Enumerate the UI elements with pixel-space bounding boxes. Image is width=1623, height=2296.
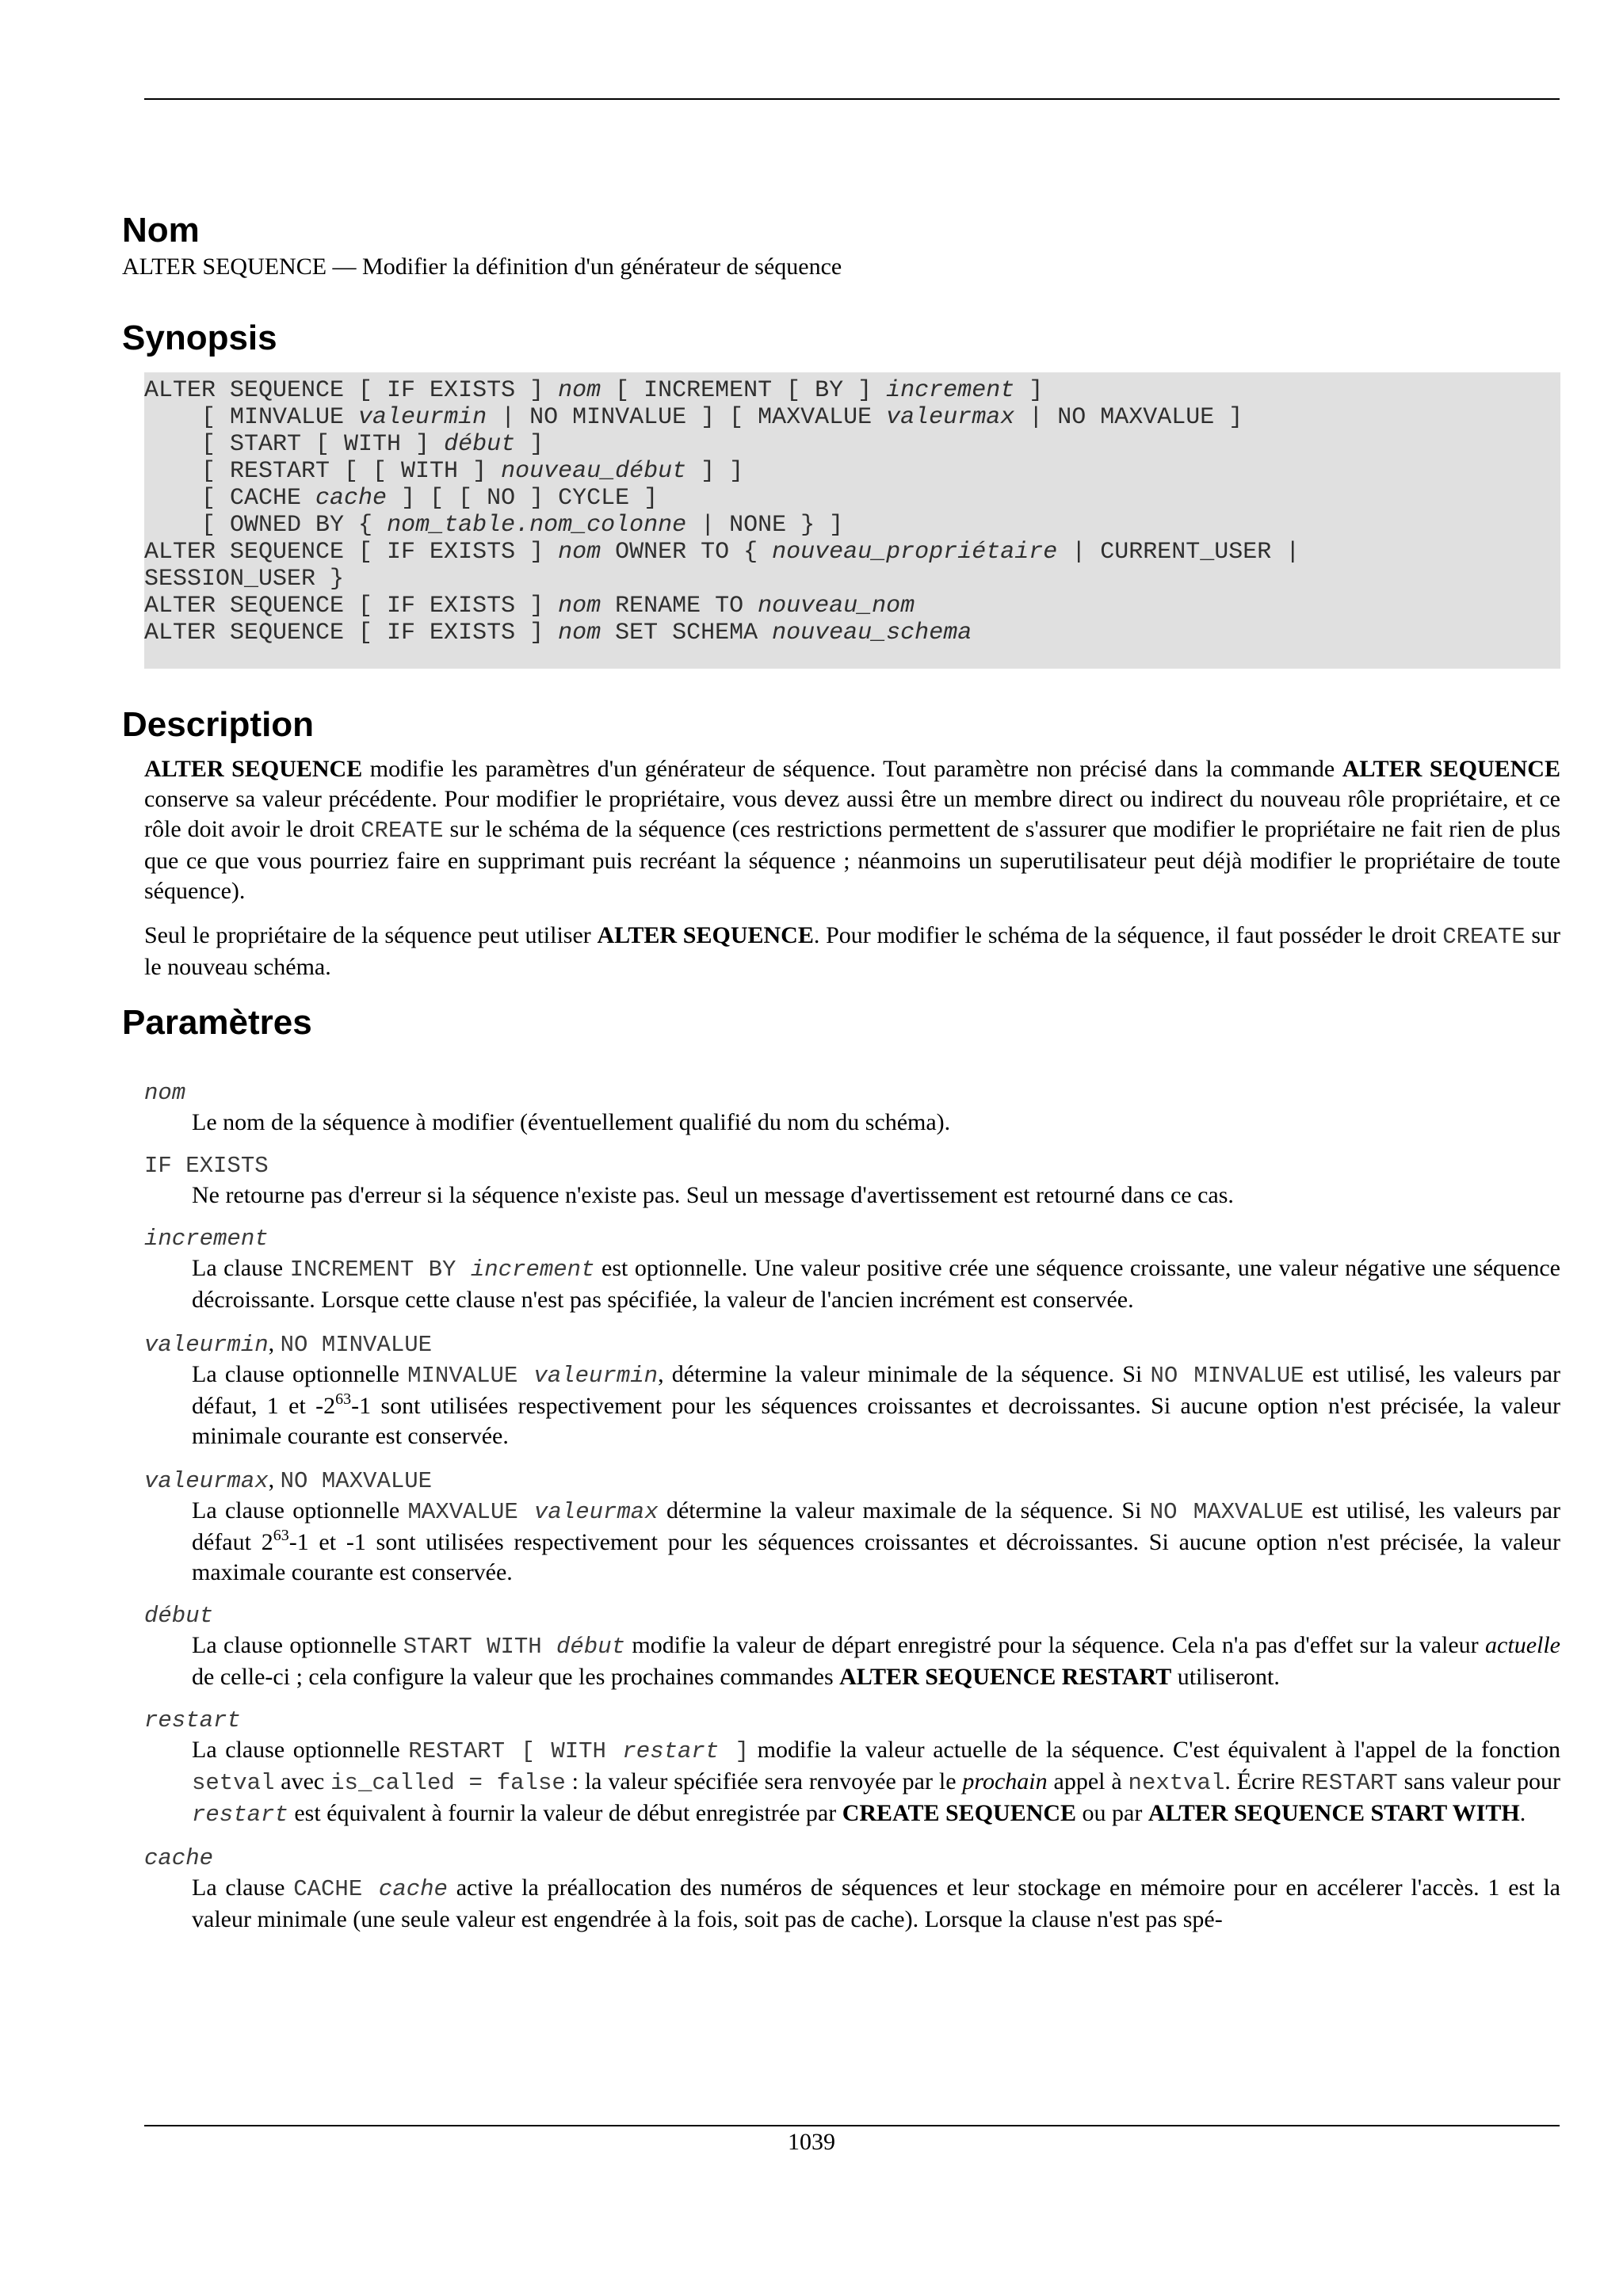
text-run: NO MAXVALUE: [280, 1468, 433, 1494]
page-content: [122, 209, 1560, 1949]
text-run: increment: [470, 1257, 595, 1283]
text-run: MAXVALUE: [407, 1499, 534, 1525]
synopsis-token: SESSION_USER }: [144, 566, 345, 593]
text-run: RESTART: [1300, 1770, 1398, 1796]
text-run: avec: [274, 1768, 331, 1794]
text-run: NO MAXVALUE: [1149, 1499, 1304, 1525]
text-run: est équivalent à fournir la valeur de début enregistrée par: [288, 1800, 842, 1826]
synopsis-token: | NO MINVALUE ] [ MAXVALUE: [487, 404, 887, 431]
text-run: La clause optionnelle: [192, 1632, 403, 1658]
text-run: La clause optionnelle: [192, 1737, 409, 1763]
synopsis-line: [144, 593, 1560, 620]
text-run: CREATE: [1442, 924, 1526, 950]
synopsis-token: [ START [ WITH ]: [144, 431, 445, 458]
parameter-term: [144, 1466, 1560, 1496]
text-run: La clause optionnelle: [192, 1497, 408, 1524]
text-run: appel à: [1047, 1768, 1128, 1794]
synopsis-token: OWNER TO {: [601, 539, 773, 566]
text-run: modifie les paramètres d'un générateur de séquence. Tout paramètre non précisé dans la commande: [362, 756, 1342, 782]
text-run: -1 sont utilisées respectivement pour les séquences croissantes et decroissantes. Si aucune option n'est précisée, la valeur minimale courante est conservée.: [192, 1393, 1560, 1449]
text-run: .: [1519, 1800, 1526, 1826]
synopsis-token: ALTER SEQUENCE [ IF EXISTS ]: [144, 620, 559, 646]
synopsis-token: increment: [886, 377, 1015, 404]
synopsis-token: ALTER SEQUENCE [ IF EXISTS ]: [144, 377, 559, 404]
synopsis-token: ALTER SEQUENCE [ IF EXISTS ]: [144, 593, 559, 620]
section-description: [122, 704, 1560, 982]
text-run: ALTER SEQUENCE: [1342, 756, 1560, 782]
text-run: increment: [144, 1226, 269, 1252]
text-run: ,: [268, 1330, 281, 1356]
synopsis-token: cache: [315, 485, 388, 512]
synopsis-line: [144, 458, 1560, 485]
text-run: 63: [273, 1527, 289, 1544]
text-run: nextval: [1128, 1770, 1225, 1796]
text-run: restart: [144, 1707, 241, 1733]
synopsis-token: ]: [515, 431, 544, 458]
section-synopsis: [122, 317, 1560, 669]
parameter-description: [192, 1108, 1560, 1138]
text-run: CREATE SEQUENCE: [842, 1800, 1077, 1826]
text-run: Le nom de la séquence à modifier (éventuellement qualifié du nom du schéma).: [192, 1109, 951, 1135]
text-run: Seul le propriétaire de la séquence peut utiliser: [144, 922, 598, 948]
nom-text: ALTER SEQUENCE — Modifier la définition d'un générateur de séquence: [122, 254, 842, 280]
text-run: NO MINVALUE: [1150, 1363, 1304, 1389]
text-run: de celle-ci ; cela configure la valeur que les prochaines commandes: [192, 1664, 840, 1690]
synopsis-token: début: [444, 431, 516, 458]
synopsis-code-block: [144, 372, 1560, 669]
text-run: actuelle: [1485, 1632, 1560, 1658]
synopsis-token: nouveau_schema: [772, 620, 972, 646]
text-run: active la préallocation des numéros de séquences et leur stockage en mémoire pour en accélerer l'accès. 1 est la valeur minimale (une seule valeur est engendrée à la fois, soit pas de cache). Lorsque la clause n'est pas spé-: [192, 1875, 1560, 1932]
parameter-term: [144, 1707, 1560, 1735]
text-run: prochain: [962, 1768, 1048, 1794]
text-run: CREATE: [361, 818, 444, 844]
text-run: début: [556, 1634, 626, 1660]
text-run: sur le schéma de la séquence (ces restrictions permettent de s'assurer que modifier le propriétaire ne fait rien de plus que ce que vous pourriez faire en supprimant puis recréant la séquence ; néanmoins un superutilisateur peut déjà modifier le propriétaire de toute séquence).: [144, 816, 1560, 904]
synopsis-line: [144, 620, 1560, 646]
text-run: MINVALUE: [407, 1363, 534, 1389]
synopsis-token: | NONE } ]: [686, 512, 844, 539]
text-run: Ne retourne pas d'erreur si la séquence n'existe pas. Seul un message d'avertissement est retourné dans ce cas.: [192, 1182, 1234, 1208]
text-run: est optionnelle. Une valeur positive crée une séquence croissante, une valeur négative une séquence décroissante. Lorsque cette clause n'est pas spécifiée, la valeur de l'ancien incrément est conservée.: [192, 1255, 1560, 1313]
text-run: cache: [378, 1876, 448, 1902]
synopsis-token: nom: [558, 539, 601, 566]
synopsis-token: ] [ [ NO ] CYCLE ]: [387, 485, 659, 512]
text-run: ALTER SEQUENCE: [144, 756, 363, 782]
section-parametres: [122, 1001, 1560, 1935]
synopsis-token: nom: [558, 620, 601, 646]
heading-synopsis: Synopsis: [122, 318, 277, 357]
text-run: valeurmin: [144, 1332, 269, 1358]
text-run: : la valeur spécifiée sera renvoyée par le: [565, 1768, 963, 1794]
synopsis-token: [ CACHE: [144, 485, 316, 512]
synopsis-line: [144, 485, 1560, 512]
heading-nom: Nom: [122, 211, 200, 250]
header-rule: [144, 98, 1560, 100]
page-number: 1039: [788, 2129, 835, 2155]
description-paragraph: [144, 754, 1560, 906]
synopsis-token: valeurmin: [358, 404, 487, 431]
text-run: , détermine la valeur minimale de la séquence. Si: [658, 1361, 1151, 1387]
description-paragraph: [144, 921, 1560, 982]
synopsis-token: SET SCHEMA: [601, 620, 773, 646]
parameter-term: [144, 1329, 1560, 1360]
synopsis-token: nom: [558, 377, 601, 404]
synopsis-token: [ MINVALUE: [144, 404, 359, 431]
synopsis-token: [ OWNED BY {: [144, 512, 388, 539]
text-run: START WITH: [403, 1634, 556, 1660]
parameter-description: [192, 1630, 1560, 1692]
synopsis-token: ] ]: [686, 458, 744, 485]
text-run: conserve sa valeur précédente. Pour modifier le propriétaire, vous devez aussi être un membre direct ou indirect du nouveau rôle propriétaire, et ce rôle doit avoir le droit: [144, 786, 1560, 842]
text-run: INCREMENT BY: [289, 1257, 471, 1283]
text-run: ALTER SEQUENCE START WITH: [1148, 1800, 1520, 1826]
parameter-term: [144, 1152, 1560, 1180]
parameter-term: [144, 1225, 1560, 1253]
text-run: 63: [335, 1390, 352, 1408]
text-run: est utilisé, les valeurs par défaut, 1 et -2: [192, 1361, 1560, 1419]
heading-parametres: Paramètres: [122, 1003, 312, 1042]
synopsis-token: [ INCREMENT [ BY ]: [601, 377, 887, 404]
synopsis-token: [ RESTART [ [ WITH ]: [144, 458, 502, 485]
text-run: début: [144, 1603, 214, 1629]
synopsis-token: ALTER SEQUENCE [ IF EXISTS ]: [144, 539, 559, 566]
text-run: CACHE: [293, 1876, 379, 1902]
parameter-description: [192, 1253, 1560, 1315]
text-run: valeurmax: [533, 1499, 659, 1525]
text-run: utiliseront.: [1171, 1664, 1280, 1690]
synopsis-token: | CURRENT_USER |: [1057, 539, 1300, 566]
text-run: RESTART [ WITH: [408, 1738, 623, 1764]
synopsis-token: ]: [1014, 377, 1044, 404]
text-run: . Pour modifier le schéma de la séquence, il faut posséder le droit: [813, 922, 1443, 948]
text-run: nom: [144, 1080, 186, 1106]
parameter-description: [192, 1180, 1560, 1211]
synopsis-token: nouveau_propriétaire: [772, 539, 1058, 566]
text-run: -1 et -1 sont utilisées respectivement pour les séquences croissantes et décroissantes. Si aucune option n'est précisée, la valeur maximale courante est conservée.: [192, 1529, 1560, 1585]
description-body: [144, 754, 1560, 982]
text-run: ou par: [1076, 1800, 1148, 1826]
text-run: détermine la valeur maximale de la séquence. Si: [658, 1497, 1150, 1524]
synopsis-line: [144, 566, 1560, 593]
text-run: La clause: [192, 1875, 294, 1901]
synopsis-token: | NO MAXVALUE ]: [1014, 404, 1243, 431]
text-run: cache: [144, 1845, 214, 1871]
text-run: La clause optionnelle: [192, 1361, 408, 1387]
synopsis-line: [144, 512, 1560, 539]
synopsis-token: nouveau_nom: [758, 593, 915, 620]
text-run: ALTER SEQUENCE RESTART: [839, 1664, 1172, 1690]
parameter-list: [122, 1079, 1560, 1935]
text-run: NO MINVALUE: [280, 1332, 433, 1358]
synopsis-token: nouveau_début: [501, 458, 687, 485]
parameter-description: [192, 1496, 1560, 1588]
heading-description: Description: [122, 705, 315, 744]
parameter-description: [192, 1360, 1560, 1451]
synopsis-line: [144, 377, 1560, 404]
synopsis-token: valeurmax: [886, 404, 1015, 431]
text-run: valeurmax: [144, 1468, 269, 1494]
text-run: sans valeur pour: [1397, 1768, 1560, 1794]
parameter-description: [192, 1873, 1560, 1935]
text-run: ALTER SEQUENCE: [597, 922, 814, 948]
section-nom: [122, 209, 1560, 282]
text-run: est utilisé, les valeurs par défaut 2: [192, 1497, 1560, 1555]
synopsis-line: [144, 431, 1560, 458]
synopsis-token: RENAME TO: [601, 593, 758, 620]
parameter-description: [192, 1735, 1560, 1830]
text-run: ,: [268, 1466, 281, 1493]
text-run: modifie la valeur de départ enregistré pour la séquence. Cela n'a pas d'effet sur la valeur: [625, 1632, 1486, 1658]
text-run: valeurmin: [533, 1363, 659, 1389]
text-run: . Écrire: [1224, 1768, 1301, 1794]
parameter-term: [144, 1602, 1560, 1630]
text-run: modifie la valeur actuelle de la séquence. C'est équivalent à l'appel de la fonction: [749, 1737, 1560, 1763]
text-run: is_called = false: [330, 1770, 566, 1796]
text-run: setval: [192, 1770, 275, 1796]
parameter-term: [144, 1844, 1560, 1873]
parameter-term: [144, 1079, 1560, 1108]
text-run: sur le nouveau schéma.: [144, 922, 1561, 980]
text-run: restart: [192, 1802, 288, 1828]
text-run: restart: [622, 1738, 720, 1764]
synopsis-token: nom_table.nom_colonne: [387, 512, 687, 539]
text-run: La clause: [192, 1255, 290, 1281]
text-run: ]: [719, 1738, 750, 1764]
text-run: IF EXISTS: [144, 1153, 269, 1179]
synopsis-line: [144, 404, 1560, 431]
synopsis-token: nom: [558, 593, 601, 620]
synopsis-line: [144, 539, 1560, 566]
